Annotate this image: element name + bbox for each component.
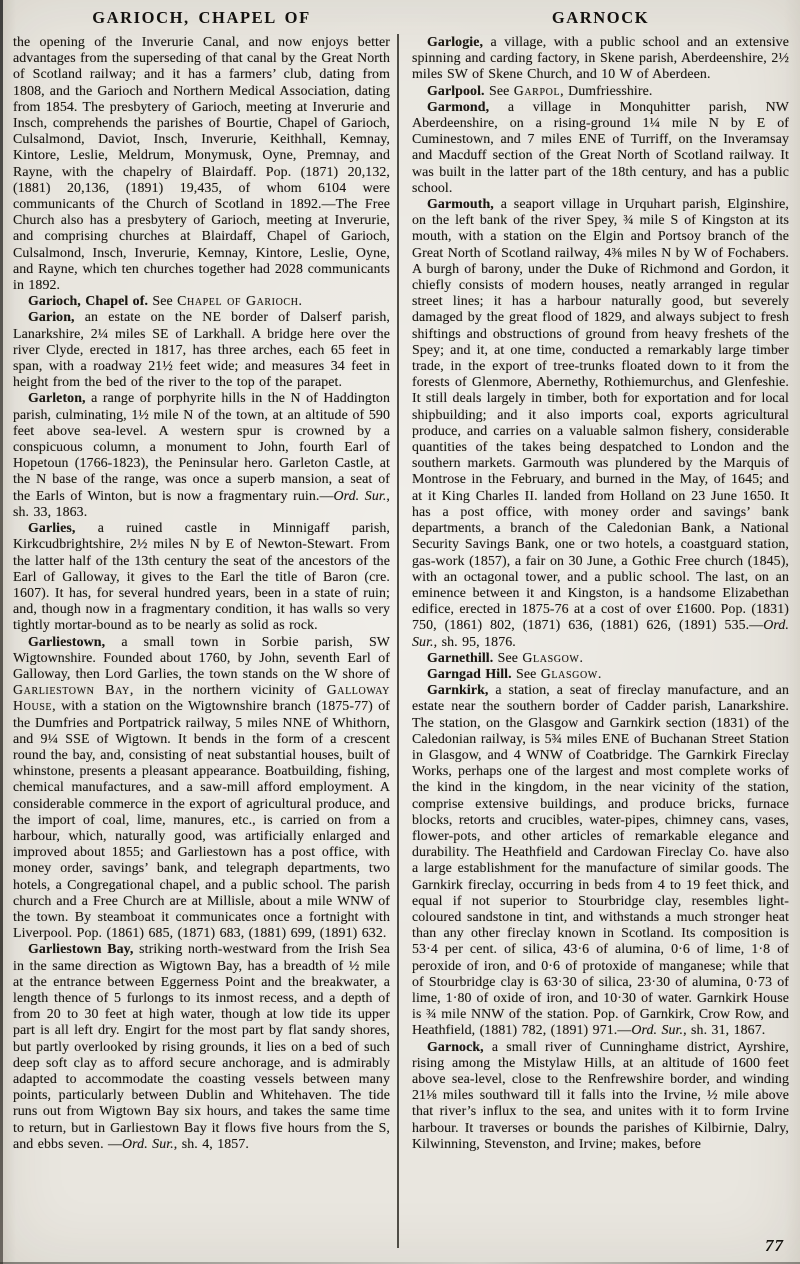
entry-paragraph [13, 521, 390, 634]
entry-text: , sh. 95, 1876. [433, 634, 516, 650]
entry-text: , sh. 33, 1863. [13, 488, 390, 520]
citation: Ord. Sur. [333, 488, 387, 504]
entry-text: . [597, 666, 602, 682]
entry-text: , Dumfriesshire. [560, 83, 653, 99]
entry-paragraph [13, 942, 390, 1153]
left-column-text [13, 35, 390, 1153]
entry-text: . [579, 650, 584, 666]
citation: Ord. Sur. [412, 618, 789, 650]
entry-text: See [493, 650, 523, 666]
cross-reference: Garliestown Bay [13, 683, 130, 699]
right-column-text [412, 35, 789, 1153]
entry-text: a village in Monquhitter parish, NW Aberdeenshire, on a rising-ground 1¼ mile N by E of Cuminestown, and 7 miles ENE of Turriff, on the Inveramsay and Macduff section of the Great North of Scotland railway. It was built in the latter part of the 18th century, and has a public school. [412, 99, 789, 196]
entry-text: a small town in Sorbie parish, SW Wigtownshire. Founded about 1760, by John, seventh Earl of Galloway, then Lord Garlies, the town stands on the W shore of [13, 634, 390, 682]
left-column [13, 8, 390, 1153]
entry-headword: Garnkirk, [427, 683, 489, 699]
entry-headword: Garlies, [28, 521, 76, 537]
entry-text: the opening of the Inverurie Canal, and now enjoys better advantages from the superseding of that canal by the Great North of Scotland railway; and it has a farmers’ club, dating from 1808, and the Garioch and Northern Medical Association, dating from 1854. The presbytery of Garioch, meeting at Inverurie and Insch, comprehends the parishes of Bourtie, Chapel of Garioch, Culsalmond, Daviot, Insch, Inverurie, Keithhall, Kemnay, Kintore, Leslie, Meldrum, Monymusk, Oyne, Premnay, and Rayne, with the chapelry of Blairdaff. Pop. (1871) 20,132, (1881) 20,136, (1891) 19,435, of whom 6104 were communicants of the Church of Scotland in 1892.—The Free Church also has a presbytery of Garioch, meeting at Inverurie, and comprising churches at Blairdaff, Chapel of Garioch, Culsalmond, Insch, Inverurie, Kemnay, Kintore, Leslie, Oyne, and Rayne, which ten churches together had 2028 communicants in 1892. [13, 35, 390, 294]
entry-headword: Garngad Hill. [427, 666, 512, 682]
entry-paragraph [412, 683, 789, 1039]
entry-paragraph [412, 84, 789, 100]
entry-text: , sh. 31, 1867. [683, 1023, 766, 1039]
entry-paragraph [412, 100, 789, 197]
entry-text: a range of porphyrite hills in the N of Haddington parish, culminating, 1½ mile N of the town, at an altitude of 590 feet above sea-level. A western spur is crowned by a conspicuous column, a monument to John, fourth Earl of Hopetoun (1766-1823), the Peninsular hero. Garleton Castle, at the N base of the range, was once a superb mansion, a seat of the Earls of Winton, but is now a fragmentary ruin.— [13, 391, 390, 504]
entry-headword: Garion, [28, 310, 75, 326]
entry-paragraph [13, 35, 390, 294]
cross-reference: Chapel of Garioch [177, 294, 299, 310]
entry-text: a seaport village in Urquhart parish, Elginshire, on the left bank of the river Spey, ¾ mile S of Kingston at its mouth, with a station on the Elgin and Portsoy branch of the Great North of Scotland railway, 4⅜ miles N by W of Fochabers. A burgh of barony, under the Duke of Richmond and Gordon, it chiefly consists of modern houses, neatly arranged in regular street lines; it has a harbour naturally good, but severely damaged by the great flood of 1829, and always subject to fresh shiftings and obstructions of ground from heavy freshets of the Spey; and it, at one time, conducted a remarkably large timber trade, in the export of tree-trunks floated down to it from the forests of Glenmore, Abernethy, Rothiemurchus, and Glenfeshie. It still deals largely in timber, both for exportation and for local shipbuilding; and it also imports coal, exports agricultural produce, and carries on a valuable salmon fishery, considerable quantities of the takes being despatched to London and the southern markets. Garmouth was plundered by the Marquis of Montrose in the February, and burned in the May, of 1645; and at it King Charles II. landed from Holland on 23 June 1650. It has a post office, with money order and savings’ bank departments, a branch of the Caledonian Bank, a National Security Savings Bank, one or two hotels, a coastguard station, gas-work (1857), a fair on 30 June, a Gothic Free church (1845), with an octagonal tower, and a public school. The last, on an eminence between it and Kingston, is a handsome Elizabethan edifice, erected in 1875-76 at a cost of over £1600. Pop. (1831) 750, (1861) 802, (1871) 636, (1881) 626, (1891) 535.— [412, 197, 789, 634]
running-head-right: GARNOCK [551, 8, 650, 27]
entry-paragraph [412, 197, 789, 651]
entry-headword: Garnock, [427, 1039, 484, 1055]
cross-reference: Glasgow [540, 666, 598, 682]
citation: Ord. Sur. [631, 1023, 684, 1039]
entry-headword: Garmond, [427, 99, 490, 115]
entry-paragraph [13, 294, 390, 310]
entry-headword: Garioch, Chapel of. [28, 294, 149, 310]
entry-paragraph [412, 667, 789, 683]
entry-headword: Garnethill. [427, 650, 494, 666]
entry-text: . [298, 294, 303, 310]
entry-paragraph [412, 651, 789, 667]
right-column [412, 8, 789, 1153]
entry-text: , with a station on the Wigtownshire branch (1875-77) of the Dumfries and Portpatrick railway, 5 miles NNE of Whithorn, and 9¼ SSE of Wigtown. It bends in the form of a crescent round the bay, and, consisting of neat substantial houses, built of whinstone, presents a pleasant appearance. Boatbuilding, fishing, chemical manufactures, and a saw-mill afford employment. A considerable commerce in the export of agricultural produce, and the import of coal, lime, manures, etc., is carried on from a harbour, which, naturally good, was artificially enlarged and improved about 1855; and Garliestown has a post office, with money order, savings’ bank, and telegraph departments, two hotels, a Congregational chapel, and a public school. The parish church and a Free Church are at Millisle, about a mile WNW of the town. By steamboat it communicates once a fortnight with Liverpool. Pop. (1861) 685, (1871) 683, (1881) 699, (1891) 632. [13, 699, 390, 942]
entry-paragraph [13, 391, 390, 521]
entry-paragraph [412, 1040, 789, 1153]
entry-text: an estate on the NE border of Dalserf parish, Lanarkshire, 2¼ miles SE of Larkhall. A bridge here over the river Clyde, erected in 1817, has three arches, each 65 feet in span, with a roadway 21½ feet wide; and measures 34 feet in height from the bed of the river to the top of the parapet. [13, 310, 390, 391]
scan-gutter-edge [0, 0, 3, 1264]
entry-headword: Garlogie, [427, 35, 484, 50]
entry-headword: Garliestown, [28, 634, 106, 650]
entry-paragraph [412, 35, 789, 84]
entry-text: , sh. 4, 1857. [173, 1136, 249, 1152]
entry-text: striking north-westward from the Irish Sea in the same direction as Wigtown Bay, has a breadth of ½ mile at the entrance between Eggerness Point and the breakwater, a length thence of 5 furlongs to its inmost recess, and a depth of from 20 to 30 feet at high water, though at low tide its upper part is all left dry. Engirt for the most part by flat sandy shores, but partly overlooked by rising grounds, it lies on a bed of such deep soft clay as to afford secure anchorage, and is admirably adapted to accommodate the coasting vessels between many points, particularly between Dublin and Whitehaven. The tide runs out from Wigtown Bay six hours, and takes the same time to return, but in Garliestown Bay it flows five hours from the S, and ebbs seven. — [13, 942, 390, 1152]
entry-text: See [511, 666, 541, 682]
entry-paragraph [13, 310, 390, 391]
cross-reference: Galloway House [13, 683, 390, 715]
entry-headword: Garmouth, [427, 197, 494, 213]
entry-headword: Garliestown Bay, [28, 942, 134, 958]
column-divider-rule [397, 34, 399, 1248]
entry-text: , in the northern vicinity of [129, 683, 327, 699]
citation: Ord. Sur. [122, 1136, 174, 1152]
cross-reference: Garpol [513, 83, 561, 99]
running-head-left: GARIOCH, CHAPEL OF [92, 8, 311, 27]
entry-paragraph [13, 635, 390, 943]
entry-headword: Garlpool. [427, 83, 485, 99]
entry-text: a station, a seat of fireclay manufacture, and an estate near the southern border of Cadder parish, Lanarkshire. The station, on the Glasgow and Garnkirk section (1831) of the Caledonian railway, is 5¾ miles ENE of Buchanan Street Station in Glasgow, and 4 WNW of Coatbridge. The Garnkirk Fireclay Works, perhaps one of the largest and most complete works of the kind in the kingdom, in the near vicinity of the station, comprise extensive buildings, and produce bricks, furnace blocks, retorts and crucibles, water-pipes, chimney cans, vases, flower-pots, and other articles of remarkable elegance and durability. The Heathfield and Cardowan Fireclay Co. have also a large establishment for the manufacture of similar goods. The Garnkirk fireclay, occurring in beds from 4 to 19 feet thick, and equal if not superior to Stourbridge clay, resembles light-coloured sandstone in tint, and withstands a much stronger heat than any other fireclay known in Scotland. Its composition is 53·4 per cent. of silica, 43·6 of alumina, 0·6 of lime, 1·8 of peroxide of iron, and 0·6 of protoxide of manganese; while that of Stourbridge clay is 63·30 of silica, 23·30 of alumina, 0·73 of lime, 1·80 of oxide of iron, and 10·30 of water. Garnkirk House is ¾ mile NNW of the station. Pop. of Garnkirk, Crow Row, and Heathfield, (1881) 782, (1891) 971.— [412, 683, 789, 1039]
entry-text: See [484, 83, 514, 99]
entry-text: a ruined castle in Minnigaff parish, Kirkcudbrightshire, 2½ miles N by E of Newton-Stewart. From the latter half of the 13th century the seat of the ancestors of the Earl of Galloway, it gives to the Earl the title of Baron (cre. 1607). It has, for several hundred years, been in a state of ruin; and, though now in a fragmentary condition, it has walls so very tightly mortar-bound as to be nearly as solid as rock. [13, 521, 390, 634]
cross-reference: Glasgow [522, 650, 580, 666]
entry-text: a small river of Cunninghame district, Ayrshire, rising among the Mistylaw Hills, at an altitude of 1600 feet above sea-level, close to the Renfrewshire border, and winding 21⅛ miles southward till it falls into the Irvine, ½ mile above that river’s influx to the sea, and unites with it to form Irvine harbour. It traverses or bounds the parishes of Kilbirnie, Dalry, Kilwinning, Stevenston, and Irvine; makes, before [412, 1039, 789, 1152]
page-number: 77 [765, 1236, 784, 1255]
entry-text: See [148, 294, 178, 310]
entry-text: a village, with a public school and an extensive spinning and carding factory, in Skene parish, Aberdeenshire, 2½ miles SW of Skene Church, and 10 W of Aberdeen. [412, 35, 789, 83]
entry-headword: Garleton, [28, 391, 86, 407]
